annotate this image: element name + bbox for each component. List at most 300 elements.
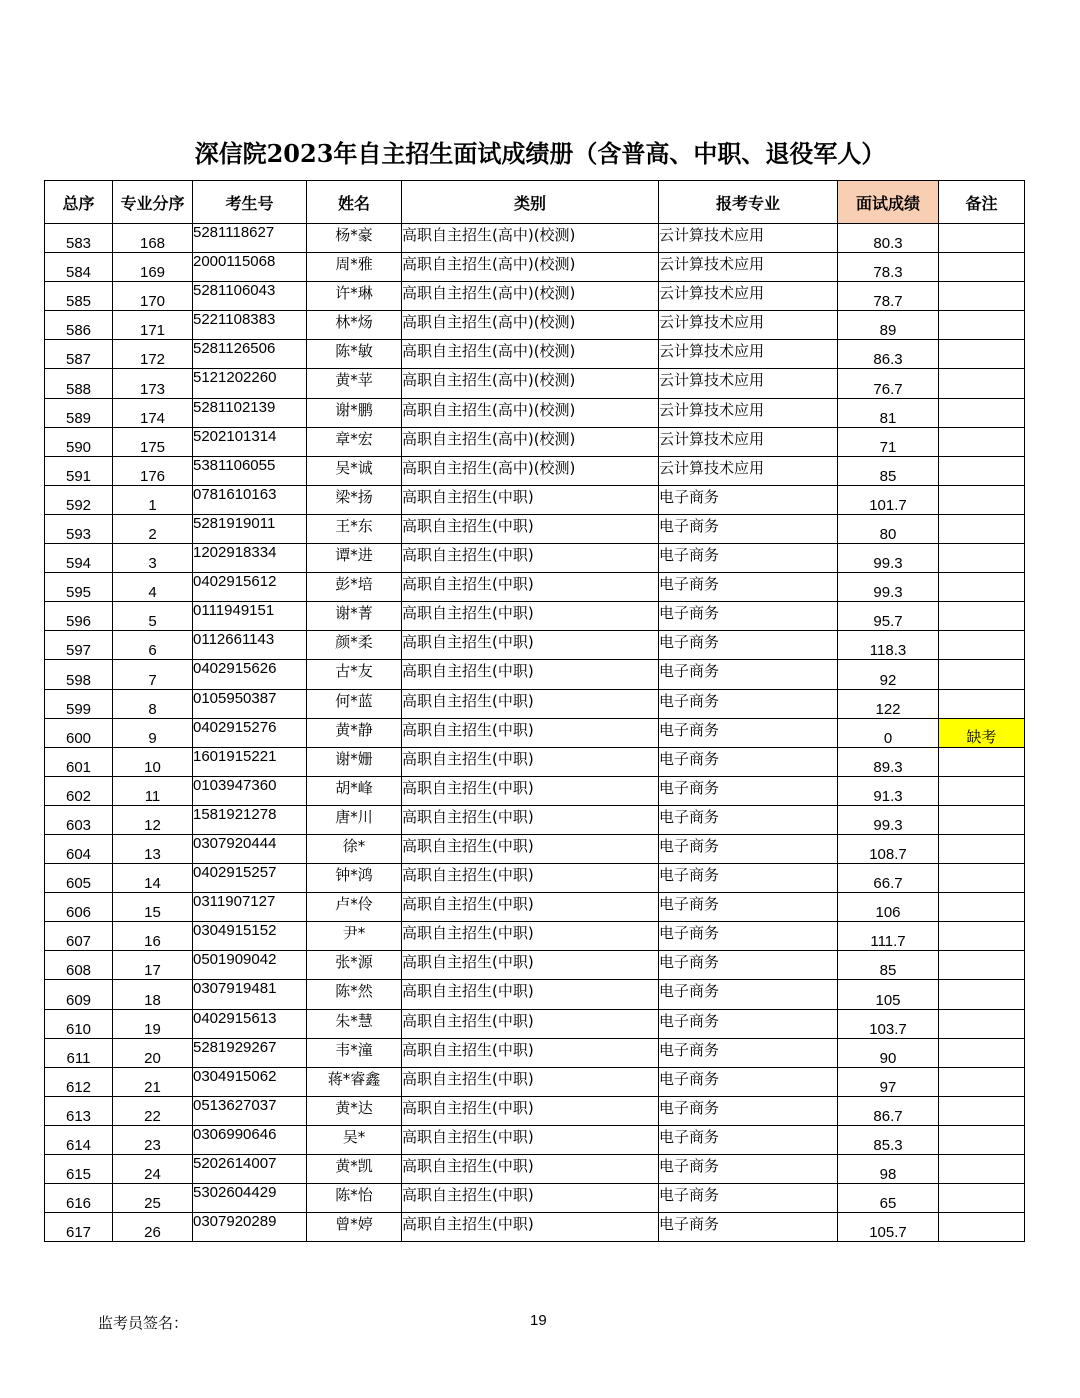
cell-name: 黄*静 — [307, 718, 402, 747]
cell-interview-score: 86.3 — [838, 340, 939, 369]
cell-interview-score: 81 — [838, 398, 939, 427]
cell-candidate-id: 0513627037 — [193, 1096, 307, 1125]
page-number: 19 — [530, 1312, 547, 1329]
cell-candidate-id: 0402915612 — [193, 573, 307, 602]
cell-major: 云计算技术应用 — [659, 456, 838, 485]
cell-category: 高职自主招生(中职) — [402, 718, 659, 747]
table-row — [45, 776, 1025, 805]
table-row — [45, 340, 1025, 369]
cell-category: 高职自主招生(中职) — [402, 1155, 659, 1184]
cell-category: 高职自主招生(中职) — [402, 544, 659, 573]
cell-remarks — [939, 922, 1025, 951]
cell-major-index: 170 — [113, 282, 193, 311]
cell-total-index: 589 — [45, 398, 113, 427]
cell-category: 高职自主招生(中职) — [402, 1184, 659, 1213]
cell-interview-score: 90 — [838, 1038, 939, 1067]
cell-total-index: 593 — [45, 514, 113, 543]
cell-remarks — [939, 1096, 1025, 1125]
cell-major-index: 11 — [113, 776, 193, 805]
cell-category: 高职自主招生(高中)(校测) — [402, 282, 659, 311]
cell-interview-score: 80 — [838, 514, 939, 543]
cell-remarks — [939, 514, 1025, 543]
cell-total-index: 612 — [45, 1067, 113, 1096]
cell-remarks — [939, 1155, 1025, 1184]
cell-candidate-id: 0781610163 — [193, 485, 307, 514]
table-row — [45, 689, 1025, 718]
cell-total-index: 596 — [45, 602, 113, 631]
cell-total-index: 585 — [45, 282, 113, 311]
cell-major: 电子商务 — [659, 602, 838, 631]
cell-total-index: 606 — [45, 893, 113, 922]
cell-total-index: 611 — [45, 1038, 113, 1067]
cell-major-index: 1 — [113, 485, 193, 514]
cell-category: 高职自主招生(中职) — [402, 951, 659, 980]
cell-category: 高职自主招生(中职) — [402, 602, 659, 631]
cell-major: 云计算技术应用 — [659, 282, 838, 311]
cell-interview-score: 65 — [838, 1184, 939, 1213]
cell-total-index: 604 — [45, 834, 113, 863]
cell-remarks — [939, 1038, 1025, 1067]
cell-major-index: 173 — [113, 369, 193, 398]
cell-category: 高职自主招生(中职) — [402, 689, 659, 718]
cell-major: 电子商务 — [659, 689, 838, 718]
cell-total-index: 584 — [45, 253, 113, 282]
cell-category: 高职自主招生(高中)(校测) — [402, 253, 659, 282]
cell-candidate-id: 0307919481 — [193, 980, 307, 1009]
cell-name: 卢*伶 — [307, 893, 402, 922]
cell-major-index: 174 — [113, 398, 193, 427]
cell-total-index: 608 — [45, 951, 113, 980]
cell-major-index: 13 — [113, 834, 193, 863]
cell-candidate-id: 5281106043 — [193, 282, 307, 311]
cell-interview-score: 78.3 — [838, 253, 939, 282]
cell-remarks — [939, 544, 1025, 573]
cell-name: 唐*川 — [307, 805, 402, 834]
cell-total-index: 594 — [45, 544, 113, 573]
cell-total-index: 599 — [45, 689, 113, 718]
cell-candidate-id: 0501909042 — [193, 951, 307, 980]
cell-category: 高职自主招生(高中)(校测) — [402, 311, 659, 340]
cell-interview-score: 105.7 — [838, 1213, 939, 1242]
cell-interview-score: 85.3 — [838, 1125, 939, 1154]
cell-interview-score: 78.7 — [838, 282, 939, 311]
header-row — [45, 181, 1025, 224]
cell-total-index: 587 — [45, 340, 113, 369]
cell-major-index: 23 — [113, 1125, 193, 1154]
cell-major: 电子商务 — [659, 514, 838, 543]
cell-remarks — [939, 573, 1025, 602]
header-total-index: 总序 — [45, 181, 113, 224]
cell-category: 高职自主招生(中职) — [402, 485, 659, 514]
cell-total-index: 592 — [45, 485, 113, 514]
cell-major-index: 6 — [113, 631, 193, 660]
cell-total-index: 617 — [45, 1213, 113, 1242]
cell-major: 电子商务 — [659, 1009, 838, 1038]
cell-total-index: 588 — [45, 369, 113, 398]
cell-remarks — [939, 864, 1025, 893]
cell-candidate-id: 5281118627 — [193, 224, 307, 253]
cell-major-index: 25 — [113, 1184, 193, 1213]
cell-category: 高职自主招生(中职) — [402, 1096, 659, 1125]
cell-name: 吴*诚 — [307, 456, 402, 485]
cell-candidate-id: 0306990646 — [193, 1125, 307, 1154]
table-row — [45, 1096, 1025, 1125]
cell-total-index: 591 — [45, 456, 113, 485]
cell-interview-score: 76.7 — [838, 369, 939, 398]
table-row — [45, 311, 1025, 340]
table-row — [45, 922, 1025, 951]
cell-interview-score: 89.3 — [838, 747, 939, 776]
cell-major: 电子商务 — [659, 893, 838, 922]
cell-name: 黄*达 — [307, 1096, 402, 1125]
cell-remarks — [939, 340, 1025, 369]
cell-total-index: 600 — [45, 718, 113, 747]
table-row — [45, 544, 1025, 573]
table-row — [45, 747, 1025, 776]
cell-category: 高职自主招生(中职) — [402, 631, 659, 660]
cell-name: 朱*慧 — [307, 1009, 402, 1038]
cell-name: 谢*姗 — [307, 747, 402, 776]
cell-major: 电子商务 — [659, 718, 838, 747]
cell-remarks — [939, 602, 1025, 631]
cell-category: 高职自主招生(高中)(校测) — [402, 224, 659, 253]
cell-total-index: 613 — [45, 1096, 113, 1125]
cell-candidate-id: 0304915152 — [193, 922, 307, 951]
cell-interview-score: 103.7 — [838, 1009, 939, 1038]
cell-name: 蒋*睿鑫 — [307, 1067, 402, 1096]
cell-major: 电子商务 — [659, 805, 838, 834]
cell-total-index: 616 — [45, 1184, 113, 1213]
table-row — [45, 573, 1025, 602]
cell-name: 古*友 — [307, 660, 402, 689]
cell-category: 高职自主招生(中职) — [402, 922, 659, 951]
cell-name: 曾*婷 — [307, 1213, 402, 1242]
cell-total-index: 609 — [45, 980, 113, 1009]
cell-name: 张*源 — [307, 951, 402, 980]
table-row — [45, 893, 1025, 922]
cell-interview-score: 111.7 — [838, 922, 939, 951]
cell-candidate-id: 0111949151 — [193, 602, 307, 631]
cell-interview-score: 85 — [838, 951, 939, 980]
header-major-index: 专业分序 — [113, 181, 193, 224]
cell-interview-score: 86.7 — [838, 1096, 939, 1125]
cell-name: 林*炀 — [307, 311, 402, 340]
cell-category: 高职自主招生(中职) — [402, 893, 659, 922]
cell-major: 电子商务 — [659, 1096, 838, 1125]
cell-major-index: 26 — [113, 1213, 193, 1242]
cell-candidate-id: 0402915626 — [193, 660, 307, 689]
cell-category: 高职自主招生(中职) — [402, 1125, 659, 1154]
table-row — [45, 224, 1025, 253]
cell-name: 胡*峰 — [307, 776, 402, 805]
cell-major-index: 14 — [113, 864, 193, 893]
cell-major-index: 175 — [113, 427, 193, 456]
header-interview-score: 面试成绩 — [838, 181, 939, 224]
cell-category: 高职自主招生(中职) — [402, 1213, 659, 1242]
cell-major-index: 18 — [113, 980, 193, 1009]
cell-category: 高职自主招生(高中)(校测) — [402, 456, 659, 485]
cell-major-index: 22 — [113, 1096, 193, 1125]
cell-total-index: 590 — [45, 427, 113, 456]
cell-major: 电子商务 — [659, 747, 838, 776]
cell-candidate-id: 5302604429 — [193, 1184, 307, 1213]
table-row — [45, 282, 1025, 311]
cell-remarks — [939, 1009, 1025, 1038]
cell-interview-score: 99.3 — [838, 805, 939, 834]
cell-remarks: 缺考 — [939, 718, 1025, 747]
cell-major: 云计算技术应用 — [659, 311, 838, 340]
cell-name: 韦*潼 — [307, 1038, 402, 1067]
cell-remarks — [939, 1213, 1025, 1242]
cell-name: 陈*敏 — [307, 340, 402, 369]
table-row — [45, 1125, 1025, 1154]
cell-major-index: 3 — [113, 544, 193, 573]
table-row — [45, 398, 1025, 427]
table-row — [45, 602, 1025, 631]
cell-major-index: 15 — [113, 893, 193, 922]
cell-major: 电子商务 — [659, 1213, 838, 1242]
cell-interview-score: 66.7 — [838, 864, 939, 893]
table-row — [45, 834, 1025, 863]
cell-total-index: 610 — [45, 1009, 113, 1038]
cell-interview-score: 106 — [838, 893, 939, 922]
cell-remarks — [939, 282, 1025, 311]
cell-interview-score: 80.3 — [838, 224, 939, 253]
cell-remarks — [939, 689, 1025, 718]
cell-remarks — [939, 369, 1025, 398]
cell-candidate-id: 0103947360 — [193, 776, 307, 805]
cell-total-index: 615 — [45, 1155, 113, 1184]
proctor-signature-label: 监考员签名： — [98, 1314, 189, 1332]
table-row — [45, 1067, 1025, 1096]
cell-interview-score: 105 — [838, 980, 939, 1009]
cell-remarks — [939, 485, 1025, 514]
cell-major: 电子商务 — [659, 864, 838, 893]
cell-name: 谢*鹏 — [307, 398, 402, 427]
header-remarks: 备注 — [939, 181, 1025, 224]
cell-major: 电子商务 — [659, 1038, 838, 1067]
cell-major-index: 9 — [113, 718, 193, 747]
table-row — [45, 427, 1025, 456]
header-major: 报考专业 — [659, 181, 838, 224]
cell-category: 高职自主招生(高中)(校测) — [402, 369, 659, 398]
cell-candidate-id: 1601915221 — [193, 747, 307, 776]
cell-candidate-id: 5281102139 — [193, 398, 307, 427]
cell-name: 陈*怡 — [307, 1184, 402, 1213]
cell-category: 高职自主招生(高中)(校测) — [402, 427, 659, 456]
cell-category: 高职自主招生(高中)(校测) — [402, 340, 659, 369]
cell-interview-score: 101.7 — [838, 485, 939, 514]
cell-major: 电子商务 — [659, 485, 838, 514]
cell-major-index: 7 — [113, 660, 193, 689]
cell-major: 电子商务 — [659, 631, 838, 660]
cell-category: 高职自主招生(中职) — [402, 747, 659, 776]
cell-name: 王*东 — [307, 514, 402, 543]
cell-candidate-id: 5281929267 — [193, 1038, 307, 1067]
cell-total-index: 614 — [45, 1125, 113, 1154]
cell-candidate-id: 5121202260 — [193, 369, 307, 398]
cell-major: 电子商务 — [659, 951, 838, 980]
cell-category: 高职自主招生(中职) — [402, 805, 659, 834]
cell-remarks — [939, 1067, 1025, 1096]
cell-name: 章*宏 — [307, 427, 402, 456]
cell-total-index: 586 — [45, 311, 113, 340]
cell-interview-score: 108.7 — [838, 834, 939, 863]
cell-major: 云计算技术应用 — [659, 224, 838, 253]
table-row — [45, 660, 1025, 689]
cell-major: 电子商务 — [659, 1184, 838, 1213]
cell-name: 陈*然 — [307, 980, 402, 1009]
cell-name: 许*琳 — [307, 282, 402, 311]
cell-total-index: 583 — [45, 224, 113, 253]
cell-major: 电子商务 — [659, 980, 838, 1009]
cell-interview-score: 71 — [838, 427, 939, 456]
table-row — [45, 980, 1025, 1009]
cell-interview-score: 89 — [838, 311, 939, 340]
cell-candidate-id: 1581921278 — [193, 805, 307, 834]
cell-category: 高职自主招生(中职) — [402, 980, 659, 1009]
cell-major-index: 171 — [113, 311, 193, 340]
cell-total-index: 597 — [45, 631, 113, 660]
cell-remarks — [939, 427, 1025, 456]
cell-major: 云计算技术应用 — [659, 253, 838, 282]
table-row — [45, 1184, 1025, 1213]
cell-candidate-id: 0105950387 — [193, 689, 307, 718]
cell-candidate-id: 0304915062 — [193, 1067, 307, 1096]
header-category: 类别 — [402, 181, 659, 224]
cell-major: 云计算技术应用 — [659, 427, 838, 456]
table-row — [45, 456, 1025, 485]
cell-total-index: 603 — [45, 805, 113, 834]
cell-total-index: 595 — [45, 573, 113, 602]
cell-category: 高职自主招生(高中)(校测) — [402, 398, 659, 427]
cell-name: 彭*培 — [307, 573, 402, 602]
cell-interview-score: 92 — [838, 660, 939, 689]
cell-interview-score: 122 — [838, 689, 939, 718]
cell-category: 高职自主招生(中职) — [402, 1038, 659, 1067]
cell-remarks — [939, 805, 1025, 834]
cell-major-index: 2 — [113, 514, 193, 543]
table-row — [45, 1213, 1025, 1242]
cell-candidate-id: 5221108383 — [193, 311, 307, 340]
cell-name: 颜*柔 — [307, 631, 402, 660]
cell-category: 高职自主招生(中职) — [402, 776, 659, 805]
cell-category: 高职自主招生(中职) — [402, 834, 659, 863]
table-row — [45, 1155, 1025, 1184]
cell-remarks — [939, 456, 1025, 485]
cell-major: 云计算技术应用 — [659, 398, 838, 427]
cell-total-index: 598 — [45, 660, 113, 689]
table-row — [45, 805, 1025, 834]
table-row — [45, 514, 1025, 543]
cell-remarks — [939, 1184, 1025, 1213]
cell-name: 黄*凯 — [307, 1155, 402, 1184]
cell-major: 电子商务 — [659, 922, 838, 951]
cell-major: 云计算技术应用 — [659, 369, 838, 398]
cell-major: 电子商务 — [659, 776, 838, 805]
cell-name: 周*雅 — [307, 253, 402, 282]
cell-remarks — [939, 1125, 1025, 1154]
cell-major-index: 17 — [113, 951, 193, 980]
cell-remarks — [939, 311, 1025, 340]
cell-remarks — [939, 253, 1025, 282]
cell-remarks — [939, 398, 1025, 427]
cell-interview-score: 99.3 — [838, 544, 939, 573]
cell-major: 电子商务 — [659, 660, 838, 689]
cell-candidate-id: 0112661143 — [193, 631, 307, 660]
cell-category: 高职自主招生(中职) — [402, 1009, 659, 1038]
cell-major: 云计算技术应用 — [659, 340, 838, 369]
cell-name: 钟*鸿 — [307, 864, 402, 893]
cell-major: 电子商务 — [659, 544, 838, 573]
cell-remarks — [939, 776, 1025, 805]
cell-major: 电子商务 — [659, 1125, 838, 1154]
cell-candidate-id: 5202614007 — [193, 1155, 307, 1184]
table-row — [45, 631, 1025, 660]
table-row — [45, 864, 1025, 893]
cell-major-index: 19 — [113, 1009, 193, 1038]
cell-name: 徐* — [307, 834, 402, 863]
cell-category: 高职自主招生(中职) — [402, 660, 659, 689]
cell-major-index: 12 — [113, 805, 193, 834]
page-title: 深信院2023年自主招生面试成绩册（含普高、中职、退役军人） — [194, 139, 886, 168]
cell-candidate-id: 5281919011 — [193, 514, 307, 543]
cell-remarks — [939, 980, 1025, 1009]
cell-name: 尹* — [307, 922, 402, 951]
cell-interview-score: 95.7 — [838, 602, 939, 631]
cell-category: 高职自主招生(中职) — [402, 1067, 659, 1096]
cell-remarks — [939, 834, 1025, 863]
cell-major-index: 24 — [113, 1155, 193, 1184]
cell-category: 高职自主招生(中职) — [402, 864, 659, 893]
cell-interview-score: 0 — [838, 718, 939, 747]
cell-major: 电子商务 — [659, 573, 838, 602]
cell-interview-score: 97 — [838, 1067, 939, 1096]
cell-candidate-id: 0307920444 — [193, 834, 307, 863]
cell-major-index: 21 — [113, 1067, 193, 1096]
cell-name: 梁*扬 — [307, 485, 402, 514]
cell-total-index: 605 — [45, 864, 113, 893]
cell-remarks — [939, 224, 1025, 253]
cell-major-index: 176 — [113, 456, 193, 485]
cell-candidate-id: 0402915613 — [193, 1009, 307, 1038]
cell-major-index: 168 — [113, 224, 193, 253]
cell-remarks — [939, 893, 1025, 922]
cell-major-index: 5 — [113, 602, 193, 631]
cell-name: 杨*豪 — [307, 224, 402, 253]
cell-major-index: 172 — [113, 340, 193, 369]
cell-major: 电子商务 — [659, 1155, 838, 1184]
scores-table — [44, 180, 1025, 1242]
cell-major-index: 169 — [113, 253, 193, 282]
cell-major-index: 8 — [113, 689, 193, 718]
cell-remarks — [939, 747, 1025, 776]
table-row — [45, 718, 1025, 747]
cell-major-index: 16 — [113, 922, 193, 951]
cell-total-index: 602 — [45, 776, 113, 805]
cell-candidate-id: 0307920289 — [193, 1213, 307, 1242]
cell-name: 黄*苹 — [307, 369, 402, 398]
header-candidate-id: 考生号 — [193, 181, 307, 224]
cell-interview-score: 118.3 — [838, 631, 939, 660]
cell-name: 谭*进 — [307, 544, 402, 573]
cell-candidate-id: 2000115068 — [193, 253, 307, 282]
cell-name: 何*蓝 — [307, 689, 402, 718]
cell-total-index: 607 — [45, 922, 113, 951]
cell-candidate-id: 0311907127 — [193, 893, 307, 922]
cell-major-index: 20 — [113, 1038, 193, 1067]
cell-candidate-id: 5202101314 — [193, 427, 307, 456]
